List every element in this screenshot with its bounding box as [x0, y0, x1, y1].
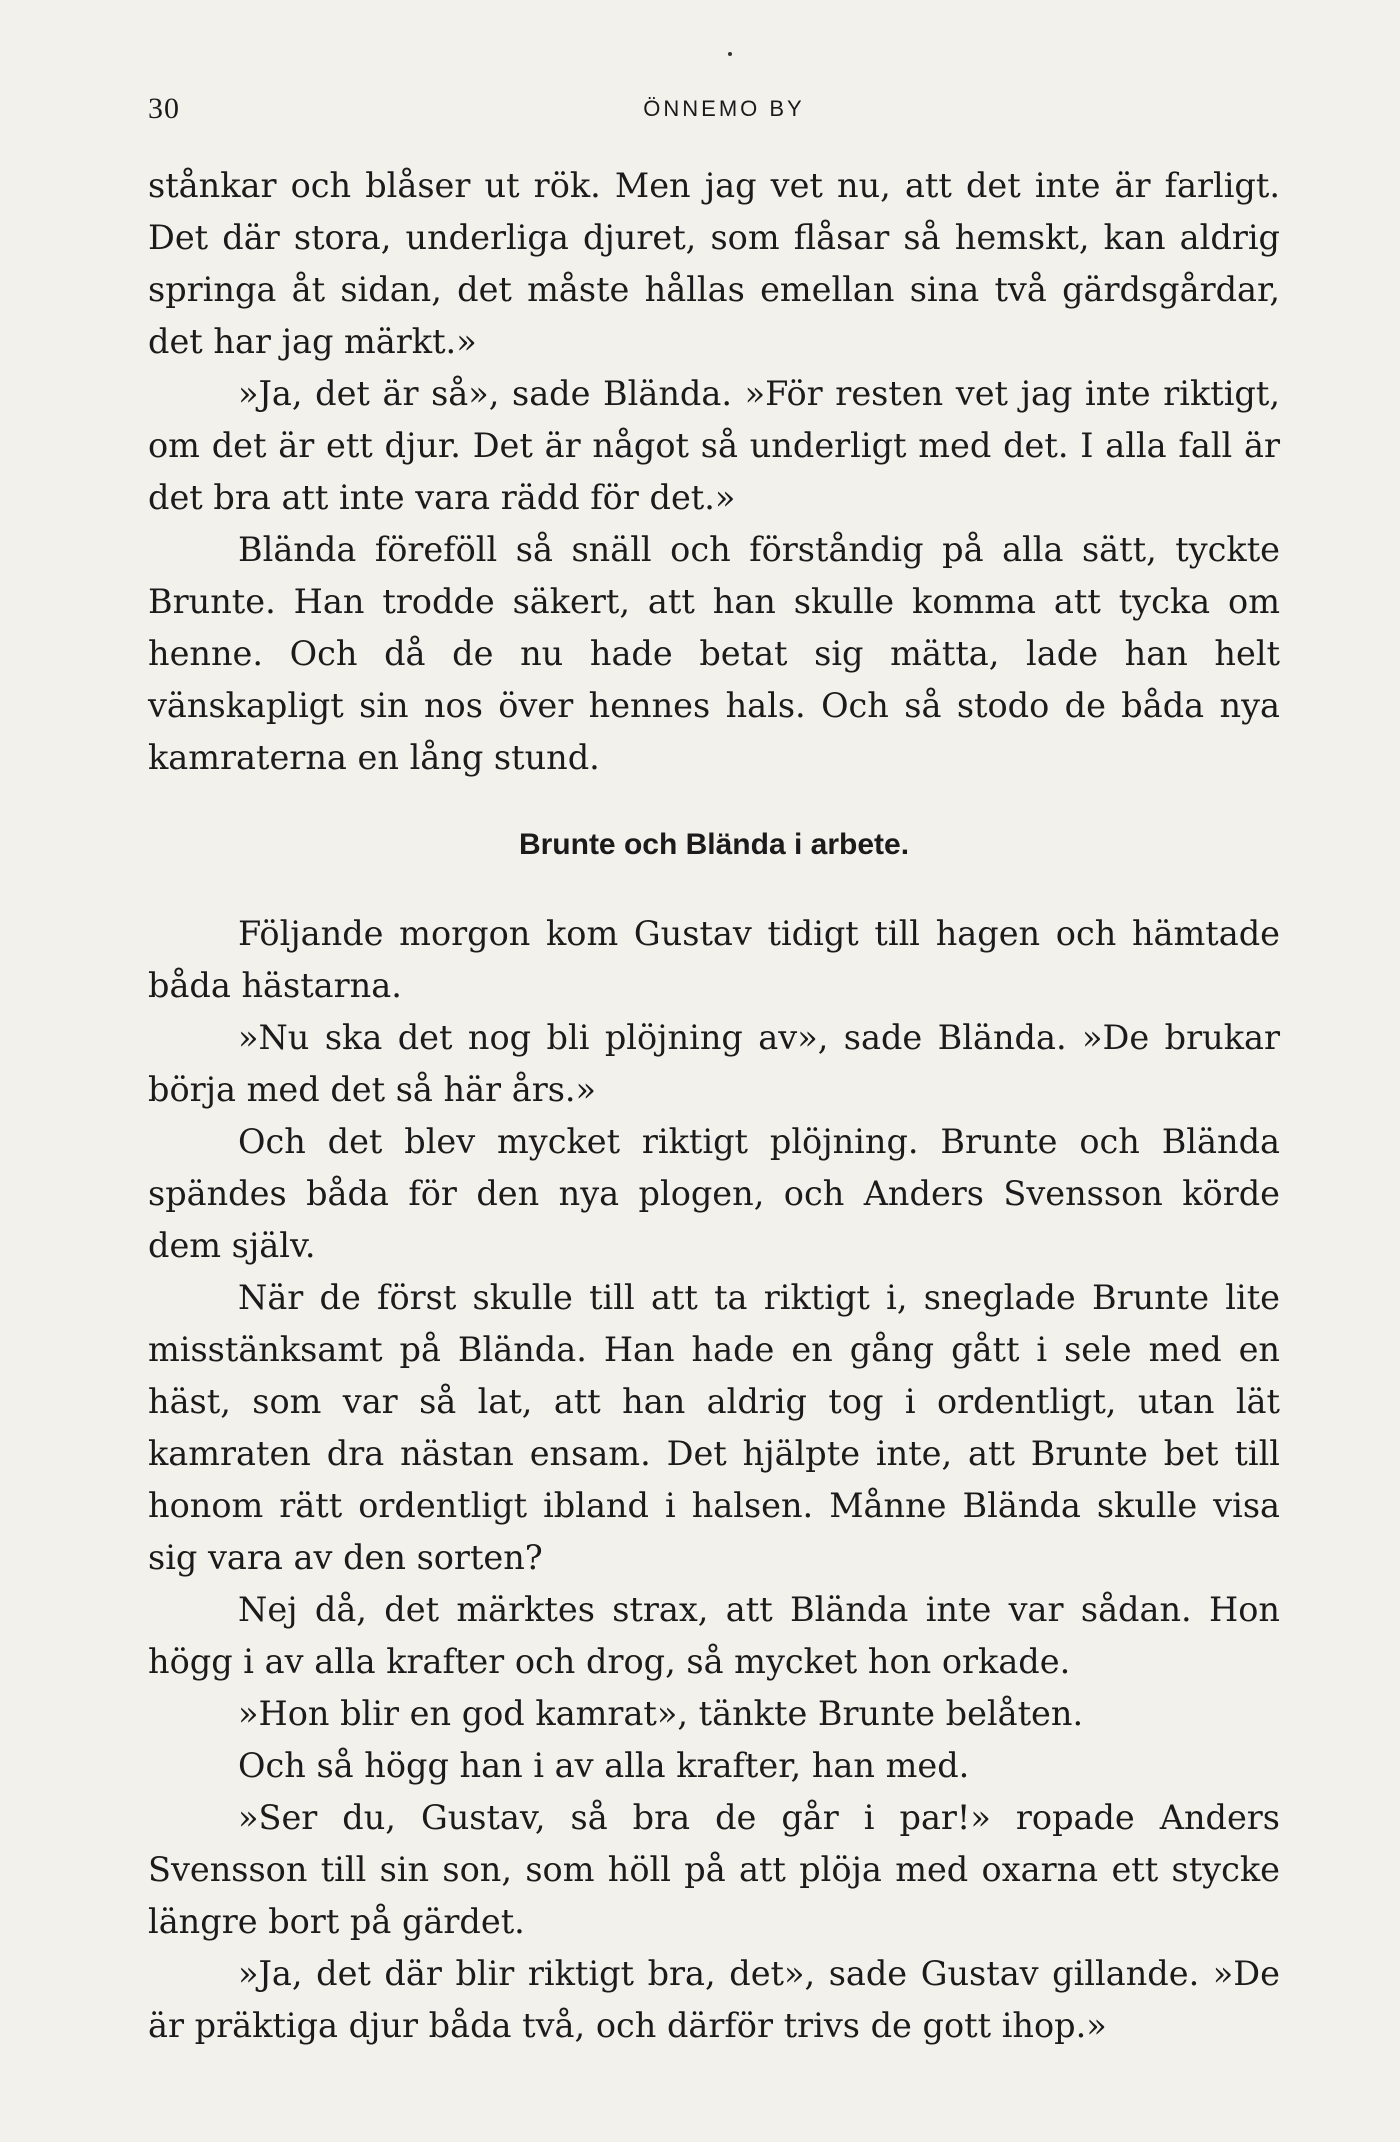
section-heading: Brunte och Blända i arbete.: [518, 828, 910, 861]
paragraph: »Ja, det där blir riktigt bra, det», sade Gustav gillande. »De är präktiga djur båda två, och därför trivs de gott ihop.»: [148, 1954, 1280, 2045]
paragraph: stånkar och blåser ut rök. Men jag vet nu, att det inte är farligt. Det där stora, underliga djuret, som flåsar så hemskt, kan aldrig springa åt sidan, det måste hållas emellan sina två gärdsgårdar, det har jag märkt.»: [148, 166, 1280, 361]
paragraph: Och så högg han i av alla krafter, han med.: [238, 1746, 970, 1785]
paragraph: När de först skulle till att ta riktigt i, sneglade Brunte lite misstänksamt på Blända. Han hade en gång gått i sele med en häst, som var så lat, att han aldrig tog i ordentligt, utan lät kamraten dra nästan ensam. Det hjälpte inte, att Brunte bet till honom rätt ordentligt ibland i halsen. Månne Blända skulle visa sig vara av den sorten?: [148, 1278, 1280, 1577]
paragraph: »Hon blir en god kamrat», tänkte Brunte belåten.: [238, 1694, 1084, 1733]
paragraph: Och det blev mycket riktigt plöjning. Brunte och Blända spändes båda för den nya plogen, och Anders Svensson körde dem själv.: [148, 1122, 1280, 1265]
page-number: 30: [148, 92, 180, 125]
print-speck: [728, 52, 732, 56]
paragraph: »Ja, det är så», sade Blända. »För resten vet jag inte riktigt, om det är ett djur. Det är något så underligt med det. I alla fall är det bra att inte vara rädd för det.»: [148, 374, 1280, 517]
running-head: [148, 92, 1280, 132]
paragraph: »Ser du, Gustav, så bra de går i par!» ropade Anders Svensson till sin son, som höll på att plöja med oxarna ett stycke längre bort på gärdet.: [148, 1798, 1280, 1941]
paragraph: Följande morgon kom Gustav tidigt till hagen och hämtade båda hästarna.: [148, 914, 1280, 1005]
paragraph: Blända föreföll så snäll och förståndig på alla sätt, tyckte Brunte. Han trodde säkert, att han skulle komma att tycka om henne. Och då de nu hade betat sig mätta, lade han helt vänskapligt sin nos över hennes hals. Och så stodo de båda nya kamraterna en lång stund.: [148, 530, 1280, 777]
paragraph: Nej då, det märktes strax, att Blända inte var sådan. Hon högg i av alla krafter och drog, så mycket hon orkade.: [148, 1590, 1280, 1681]
book-title: ÖNNEMO BY: [643, 96, 805, 121]
body-text: [148, 160, 1280, 2052]
paragraph: »Nu ska det nog bli plöjning av», sade Blända. »De brukar börja med det så här års.»: [148, 1018, 1280, 1109]
